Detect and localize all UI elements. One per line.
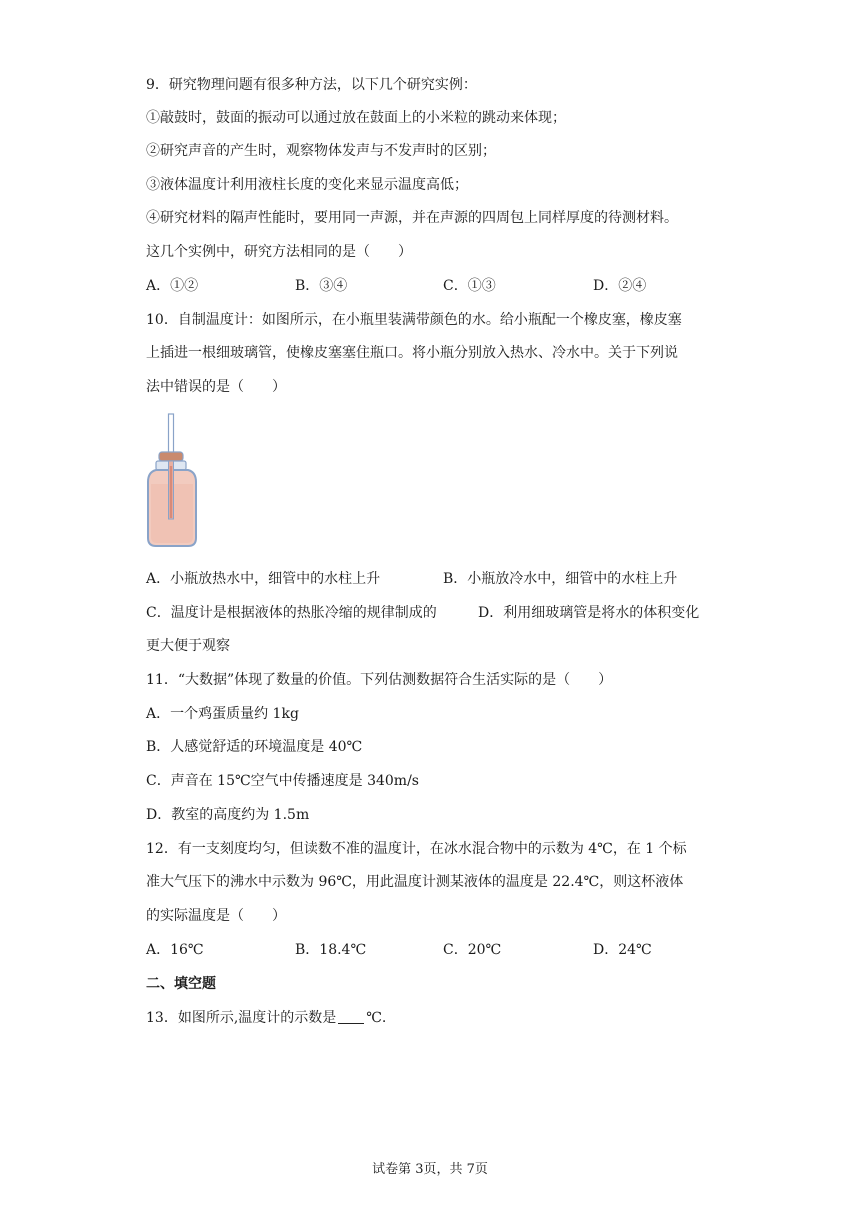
q9-item-2: ②研究声音的产生时，观察物体发声与不发声时的区别；: [146, 143, 496, 159]
q12-option-b: B．18.4℃: [295, 942, 367, 958]
q12-line-2: 准大气压下的沸水中示数为 96℃，用此温度计测某液体的温度是 22.4℃，则这杯液体: [146, 874, 684, 890]
q13-answer-blank[interactable]: [338, 1009, 364, 1024]
bottle-thermometer-figure: [142, 412, 202, 550]
q9-item-1: ①敲鼓时，鼓面的振动可以通过放在鼓面上的小米粒的跳动来体现；: [146, 110, 566, 126]
q9-item-3: ③液体温度计利用液柱长度的变化来显示温度高低；: [146, 177, 468, 193]
q12-line-1: 12．有一支刻度均匀，但读数不准的温度计，在冰水混合物中的示数为 4℃，在 1 个标: [146, 841, 687, 857]
q12-option-c: C．20℃: [443, 942, 502, 958]
q9-option-b: B．③④: [295, 278, 348, 294]
q10-option-d-continued: 更大便于观察: [146, 638, 230, 654]
glass-tube-top: [169, 414, 174, 454]
q10-line-2: 上插进一根细玻璃管，使橡皮塞塞住瓶口。将小瓶分别放入热水、冷水中。关于下列说: [146, 345, 678, 361]
page-footer: 试卷第 3页，共 7页: [372, 1162, 488, 1177]
q13-prefix: 13．如图所示,温度计的示数是: [146, 1010, 337, 1026]
q11-option-a: A．一个鸡蛋质量约 1kg: [146, 706, 299, 722]
q9-option-a: A．①②: [146, 278, 199, 294]
q12-option-d: D．24℃: [593, 942, 652, 958]
section-title-fill-in: 二、填空题: [146, 976, 216, 992]
q10-option-a: A．小瓶放热水中，细管中的水柱上升: [146, 571, 381, 587]
q9-option-c: C．①③: [443, 278, 496, 294]
q9-stem: 9．研究物理问题有很多种方法，以下几个研究实例：: [146, 77, 477, 93]
rubber-stopper: [159, 452, 183, 461]
q9-option-d: D．②④: [593, 278, 647, 294]
q9-item-4: ④研究材料的隔声性能时，要用同一声源，并在声源的四周包上同样厚度的待测材料。: [146, 210, 678, 226]
q10-option-d: D．利用细玻璃管是将水的体积变化: [478, 605, 700, 621]
q12-line-3: 的实际温度是（ ）: [146, 908, 286, 924]
q12-option-a: A．16℃: [146, 942, 204, 958]
q13-suffix: ℃.: [366, 1010, 387, 1026]
q10-line-3: 法中错误的是（ ）: [146, 379, 286, 395]
q13-stem: [146, 1008, 386, 1028]
q10-option-c: C．温度计是根据液体的热胀冷缩的规律制成的: [146, 605, 437, 621]
water-column: [170, 466, 172, 518]
q11-option-d: D．教室的高度约为 1.5m: [146, 807, 310, 823]
q11-stem: 11．“大数据”体现了数量的价值。下列估测数据符合生活实际的是（ ）: [146, 672, 613, 688]
q11-option-c: C．声音在 15℃空气中传播速度是 340m/s: [146, 773, 419, 789]
q9-question: 这几个实例中，研究方法相同的是（ ）: [146, 244, 412, 260]
q11-option-b: B．人感觉舒适的环境温度是 40℃: [146, 739, 363, 755]
q10-option-b: B．小瓶放冷水中，细管中的水柱上升: [443, 571, 678, 587]
q10-line-1: 10．自制温度计：如图所示，在小瓶里装满带颜色的水。给小瓶配一个橡皮塞，橡皮塞: [146, 312, 682, 328]
